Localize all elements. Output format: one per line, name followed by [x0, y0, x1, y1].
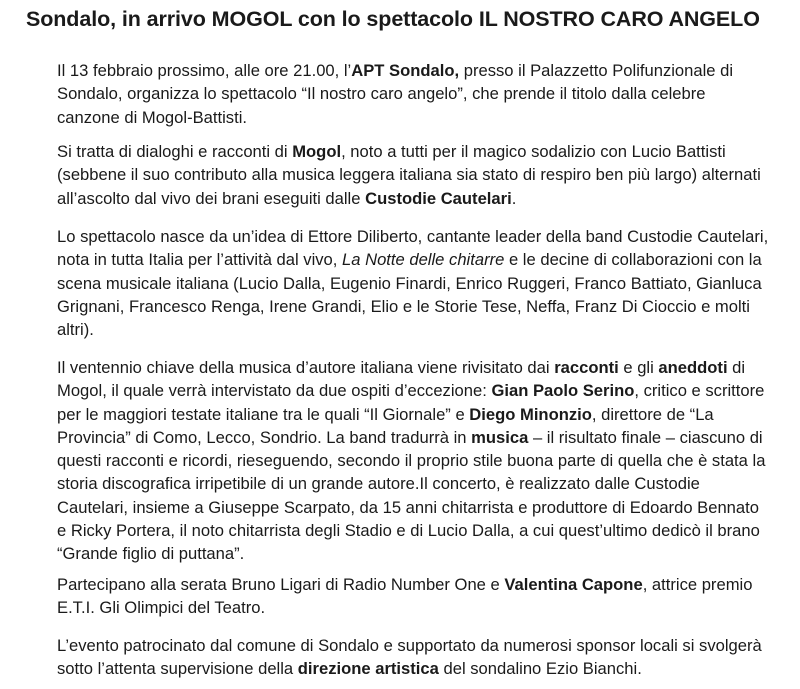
paragraph-participants: [57, 573, 797, 620]
paragraph-program-details: [57, 356, 797, 566]
text-run: Il ventennio chiave della musica d’autore italiana viene rivisitato dai: [57, 358, 555, 377]
text-run: , direttore de “La: [591, 404, 714, 424]
text-run: e Ricky Portera, il noto chitarrista degli Stadio e di Lucio Dalla, a cui quest’ultimo dedicò il brano: [57, 521, 760, 541]
text-run: Grignani, Francesco Renga, Irene Grandi, Elio e le Storie Tese, Neffa, Franz Di Cioccio e molti: [57, 296, 750, 316]
text-run: E.T.I. Gli Olimpici del Teatro.: [57, 598, 266, 618]
text-run: Provincia” di Como, Lecco, Sondrio. La band tradurrà in: [57, 427, 472, 447]
text-run: di: [727, 358, 746, 377]
text-run: (sebbene il suo contributo alla musica leggera italiana sia stato di respiro ben più largo) alternati: [57, 165, 761, 185]
text-run: storia discografica irripetibile di un grande autore.Il concerto, è realizzato dalle Custodie: [57, 474, 700, 494]
paragraph-sponsorship: [57, 634, 797, 681]
text-run: , attrice premio: [642, 575, 753, 594]
text-run: Partecipano alla serata Bruno Ligari di Radio Number One e: [57, 575, 505, 594]
paragraph-event-announcement: [57, 59, 797, 129]
text-run: Lo spettacolo nasce da un’idea di Ettore Diliberto, cantante leader della band Custodie Cautelari,: [57, 227, 769, 246]
text-line: [57, 426, 797, 449]
text-line: [57, 519, 797, 542]
text-run: all’ascolto dal vivo dei brani eseguiti dalle: [57, 188, 366, 208]
text-line: [57, 472, 797, 495]
text-run: – il risultato finale – ciascuno di: [528, 427, 763, 447]
bold-text: musica: [471, 427, 529, 447]
text-run: L’evento patrocinato dal comune di Sondalo e supportato da numerosi sponsor locali si svolgerà: [57, 636, 762, 655]
bold-text: Diego Minonzio: [469, 404, 592, 424]
text-run: e gli: [618, 358, 659, 377]
text-line: [57, 449, 797, 472]
text-line: [57, 140, 797, 163]
text-line: [57, 295, 797, 318]
text-run: .: [511, 188, 517, 208]
text-line: [57, 163, 797, 186]
text-line: [57, 82, 797, 105]
text-line: [57, 106, 797, 129]
text-run: presso il Palazzetto Polifunzionale di: [459, 61, 734, 80]
text-run: Cautelari, insieme a Giuseppe Scarpato, da 15 anni chitarrista e produttore di Edoardo Bennato: [57, 497, 759, 517]
text-line: [57, 272, 797, 295]
text-line: [57, 496, 797, 519]
paragraph-show-origin: [57, 225, 797, 341]
bold-text: Gian Paolo Serino: [491, 381, 635, 401]
text-run: nota in tutta Italia per l’attività dal vivo,: [57, 250, 343, 270]
text-line: [57, 634, 797, 657]
text-run: Mogol, il quale verrà intervistato da due ospiti d’eccezione:: [57, 381, 492, 401]
text-run: “Grande figlio di puttana”.: [57, 544, 245, 564]
bold-text: racconti: [554, 358, 619, 377]
text-run: per le maggiori testate italiane tra le quali “Il Giornale” e: [57, 404, 470, 424]
text-line: [57, 59, 797, 82]
text-line: [57, 542, 797, 565]
bold-text: APT Sondalo,: [351, 61, 460, 80]
text-run: , noto a tutti per il magico sodalizio con Lucio Battisti: [341, 142, 726, 161]
text-line: [57, 573, 797, 596]
text-line: [57, 248, 797, 271]
text-run: scena musicale italiana (Lucio Dalla, Eugenio Finardi, Enrico Ruggeri, Franco Battiato, Gianluca: [57, 273, 762, 293]
text-line: [57, 225, 797, 248]
text-run: e le decine di collaborazioni con la: [504, 250, 762, 270]
paragraph-mogol-dialogues: [57, 140, 797, 210]
text-run: sotto l’attenta supervisione della: [57, 659, 298, 679]
text-run: canzone di Mogol-Battisti.: [57, 107, 248, 127]
text-run: questi racconti e ricordi, rieseguendo, secondo il proprio stile buona parte di quella che è stata la: [57, 451, 766, 471]
bold-text: Custodie Cautelari: [365, 188, 512, 208]
text-line: [57, 403, 797, 426]
text-run: , critico e scrittore: [634, 381, 765, 401]
text-line: [57, 379, 797, 402]
text-line: [57, 356, 797, 379]
bold-text: Mogol: [292, 142, 342, 161]
text-run: del sondalino Ezio Bianchi.: [438, 659, 642, 679]
article-title: Sondalo, in arrivo MOGOL con lo spettacolo IL NOSTRO CARO ANGELO: [26, 7, 760, 31]
text-run: Sondalo, organizza lo spettacolo “Il nostro caro angelo”, che prende il titolo dalla celebre: [57, 84, 706, 104]
bold-text: aneddoti: [658, 358, 728, 377]
italic-text: La Notte delle chitarre: [342, 250, 505, 270]
text-line: [57, 596, 797, 619]
text-line: [57, 318, 797, 341]
text-line: [57, 657, 797, 680]
text-run: altri).: [57, 320, 94, 340]
text-run: Si tratta di dialoghi e racconti di: [57, 142, 293, 161]
bold-text: direzione artistica: [297, 659, 439, 679]
text-line: [57, 187, 797, 210]
bold-text: Valentina Capone: [504, 575, 643, 594]
text-run: Il 13 febbraio prossimo, alle ore 21.00, l’: [57, 61, 352, 80]
